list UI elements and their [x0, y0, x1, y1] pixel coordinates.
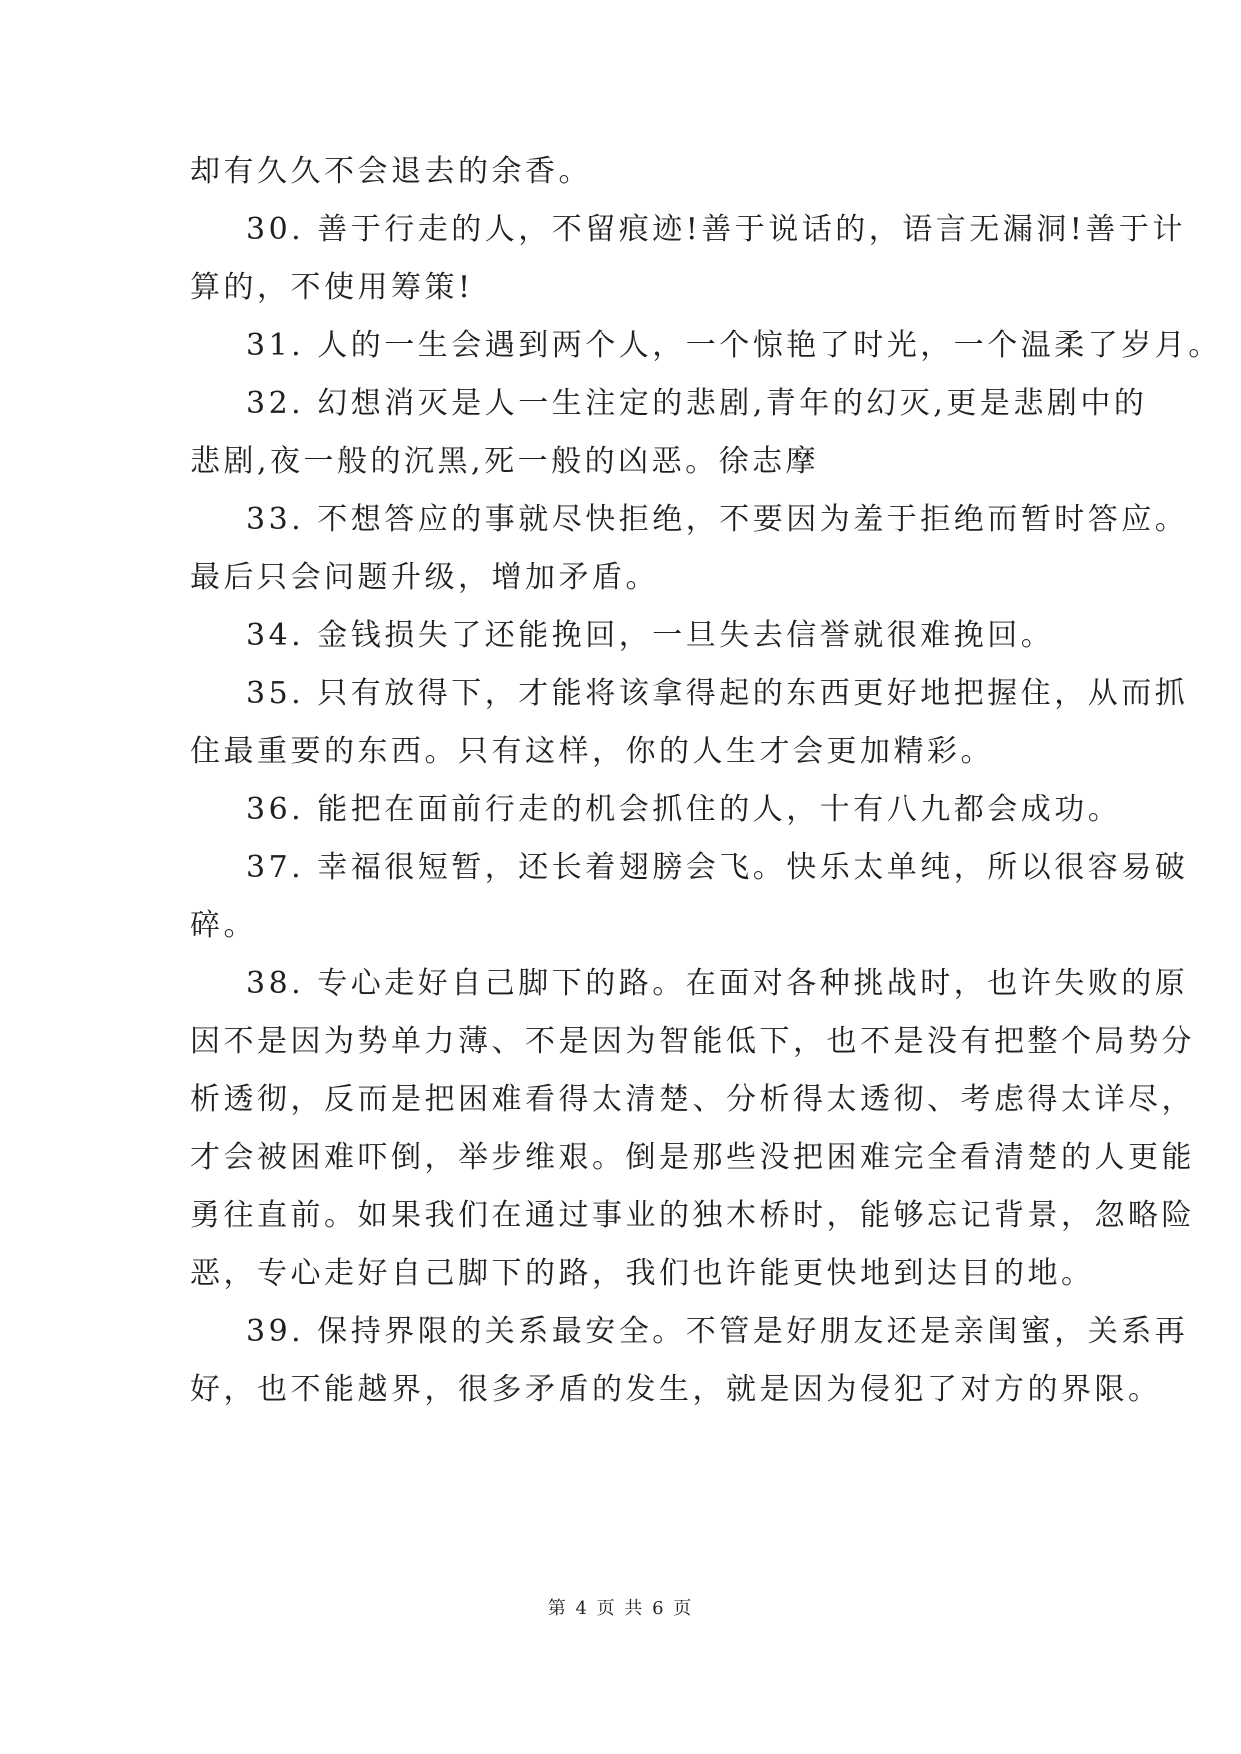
text-line: 碎。 — [190, 908, 257, 943]
text-line: 36. 能把在面前行走的机会抓住的人，十有八九都会成功。 — [246, 792, 1122, 827]
text-line: 37. 幸福很短暂，还长着翅膀会飞。快乐太单纯，所以很容易破 — [246, 850, 1189, 885]
text-line: 住最重要的东西。只有这样，你的人生才会更加精彩。 — [190, 734, 994, 769]
text-line: 好，也不能越界，很多矛盾的发生，就是因为侵犯了对方的界限。 — [190, 1372, 1162, 1407]
text-line: 勇往直前。如果我们在通过事业的独木桥时，能够忘记背景，忽略险 — [190, 1198, 1195, 1233]
text-line: 35. 只有放得下，才能将该拿得起的东西更好地把握住，从而抓 — [246, 676, 1189, 711]
text-line: 算的，不使用筹策! — [190, 270, 474, 305]
text-line: 31. 人的一生会遇到两个人，一个惊艳了时光，一个温柔了岁月。 — [246, 328, 1222, 363]
text-line: 39. 保持界限的关系最安全。不管是好朋友还是亲闺蜜，关系再 — [246, 1314, 1189, 1349]
text-line: 却有久久不会退去的余香。 — [190, 154, 592, 189]
text-line: 34. 金钱损失了还能挽回，一旦失去信誉就很难挽回。 — [246, 618, 1055, 653]
text-line: 析透彻，反而是把困难看得太清楚、分析得太透彻、考虑得太详尽， — [190, 1082, 1195, 1117]
text-line: 恶，专心走好自己脚下的路，我们也许能更快地到达目的地。 — [190, 1256, 1095, 1291]
text-line: 才会被困难吓倒，举步维艰。倒是那些没把困难完全看清楚的人更能 — [190, 1140, 1195, 1175]
text-line: 悲剧,夜一般的沉黑,死一般的凶恶。徐志摩 — [190, 444, 820, 479]
text-line: 32. 幻想消灭是人一生注定的悲剧,青年的幻灭,更是悲剧中的 — [246, 386, 1148, 421]
text-line: 38. 专心走好自己脚下的路。在面对各种挑战时，也许失败的原 — [246, 966, 1189, 1001]
text-line: 30. 善于行走的人，不留痕迹!善于说话的，语言无漏洞!善于计 — [246, 212, 1186, 247]
text-line: 因不是因为势单力薄、不是因为智能低下，也不是没有把整个局势分 — [190, 1024, 1195, 1059]
page-number-footer: 第 4 页 共 6 页 — [547, 1598, 694, 1619]
text-line: 最后只会问题升级，增加矛盾。 — [190, 560, 659, 595]
text-line: 33. 不想答应的事就尽快拒绝，不要因为羞于拒绝而暂时答应。 — [246, 502, 1189, 537]
